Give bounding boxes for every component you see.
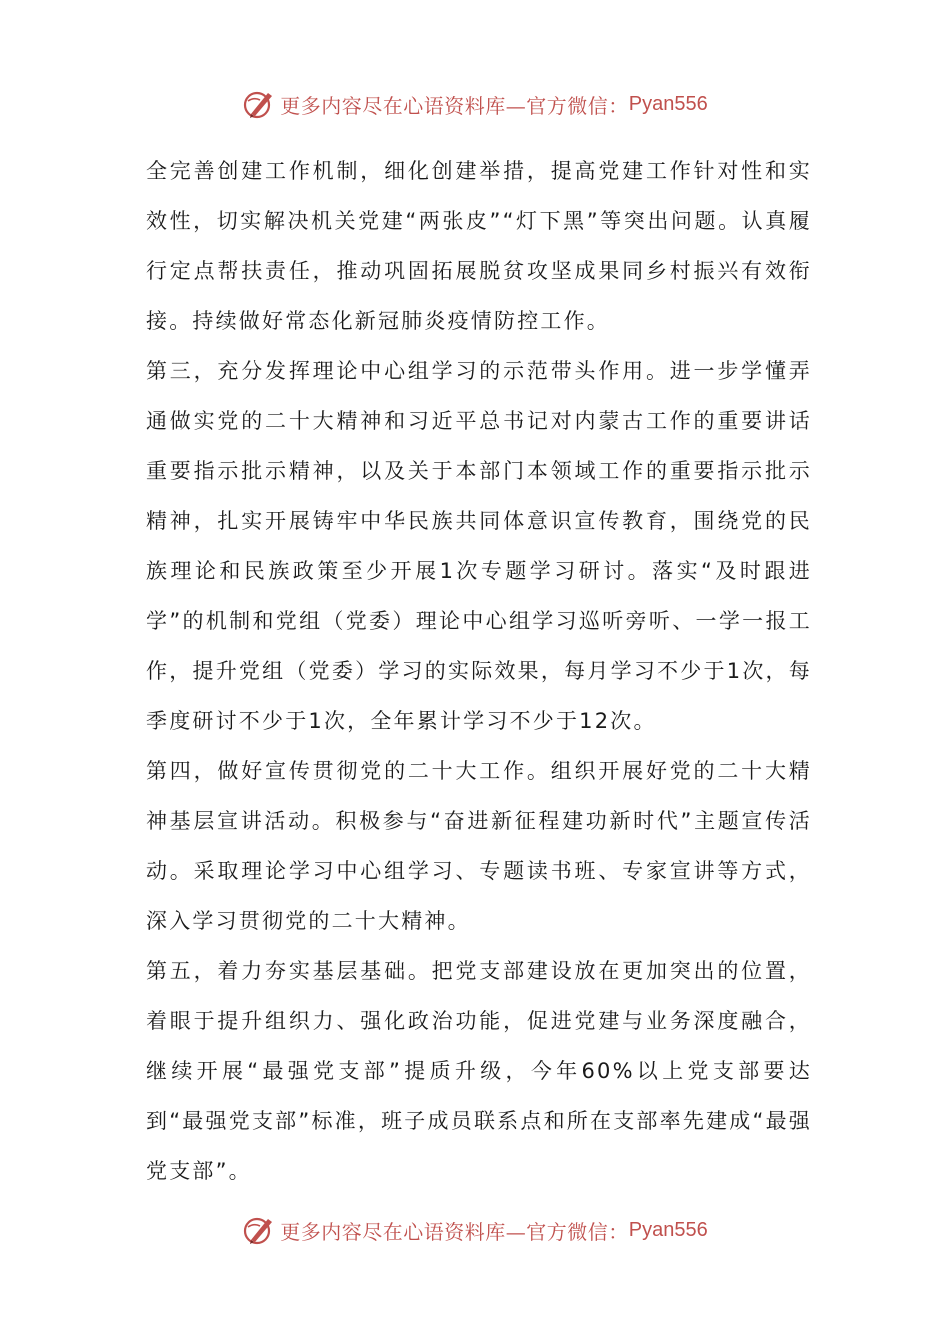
footer-banner [0,1210,950,1250]
footer-text: 更多内容尽在心语资料库—官方微信： [280,1219,629,1244]
pen-logo-icon [242,1213,276,1247]
header-wechat-id: Pyan556 [628,92,708,115]
paragraph: 第三，充分发挥理论中心组学习的示范带头作用。进一步学懂弄通做实党的二十大精神和习近平总书记对内蒙古工作的重要讲话重要指示批示精神，以及关于本部门本领域工作的重要指示批示精神，扎实开展铸牢中华民族共同体意识宣传教育，围绕党的民族理论和民族政策至少开展1次专题学习研讨。落实“及时跟进学”的机制和党组（党委）理论中心组学习巡听旁听、一学一报工作，提升党组（党委）学习的实际效果，每月学习不少于1次，每季度研讨不少于1次，全年累计学习不少于12次。 [146,359,812,733]
paragraph: 第五，着力夯实基层基础。把党支部建设放在更加突出的位置，着眼于提升组织力、强化政治功能，促进党建与业务深度融合，继续开展“最强党支部”提质升级，今年60%以上党支部要达到“最强党支部”标准，班子成员联系点和所在支部率先建成“最强党支部”。 [146,959,812,1183]
header-banner [0,84,950,124]
pen-logo-icon [242,87,276,121]
footer-wechat-id: Pyan556 [628,1218,708,1241]
body-text [146,146,812,1196]
paragraph: 第四，做好宣传贯彻党的二十大工作。组织开展好党的二十大精神基层宣讲活动。积极参与“奋进新征程建功新时代”主题宣传活动。采取理论学习中心组学习、专题读书班、专家宣讲等方式，深入学习贯彻党的二十大精神。 [146,759,812,933]
header-text: 更多内容尽在心语资料库—官方微信： [280,93,629,118]
paragraph: 全完善创建工作机制，细化创建举措，提高党建工作针对性和实效性，切实解决机关党建“两张皮”“灯下黑”等突出问题。认真履行定点帮扶责任，推动巩固拓展脱贫攻坚成果同乡村振兴有效衔接。持续做好常态化新冠肺炎疫情防控工作。 [146,159,812,333]
